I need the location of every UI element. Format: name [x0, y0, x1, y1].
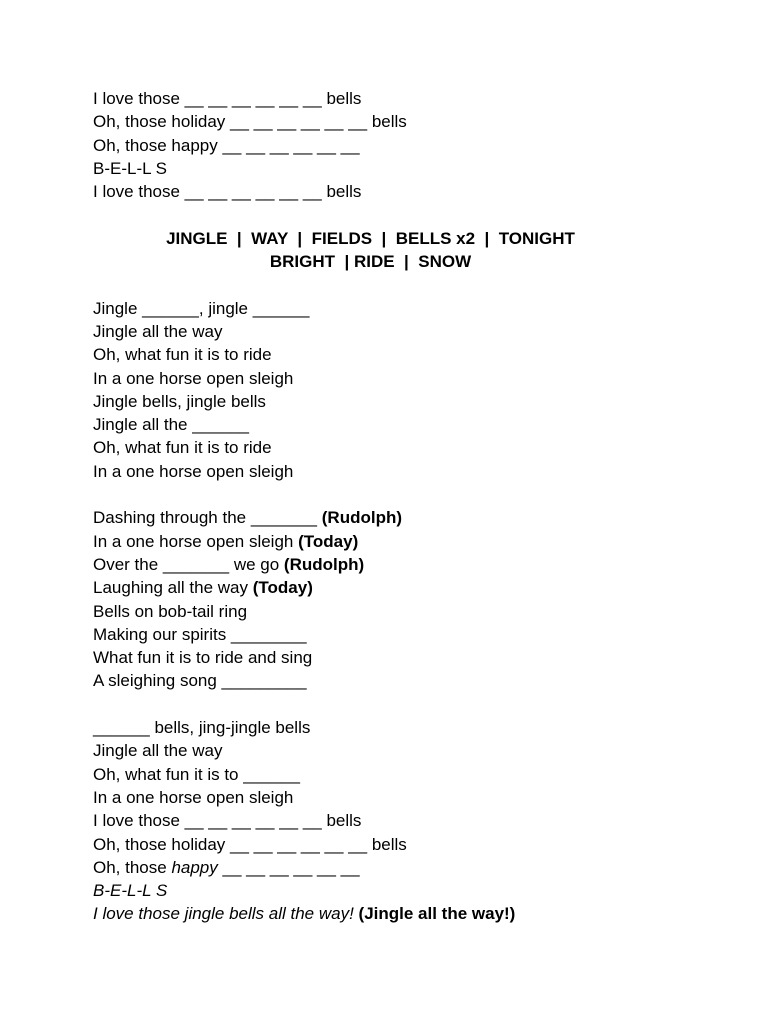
lyric-line: B-E-L-L S [93, 158, 168, 178]
lyric-line: In a one horse open sleigh [93, 368, 294, 388]
lyric-line [93, 669, 733, 692]
lyric-line: ______ bells, jing-jingle bells [93, 718, 311, 738]
chorus-two [93, 716, 733, 926]
lyric-line: Oh, what fun it is to ride [93, 345, 272, 365]
lyric-line [93, 600, 733, 623]
lyric-cue: (Jingle all the way!) [353, 904, 516, 924]
lyric-line [93, 530, 733, 553]
lyric-line [93, 553, 733, 576]
lyric-line: In a one horse open sleigh [93, 461, 294, 481]
word-bank-line: JINGLE | WAY | FIELDS | BELLS x2 | TONIGHT [166, 228, 575, 248]
lyric-line [93, 879, 733, 902]
lyric-line: Jingle bells, jingle bells [93, 391, 266, 411]
word-bank-line: BRIGHT | RIDE | SNOW [269, 252, 472, 272]
lyric-cue: (Rudolph) [321, 508, 402, 528]
lyric-emphasis: I love those jingle bells all the way! [93, 904, 354, 924]
lyric-text: Laughing all the way [93, 578, 253, 598]
lyric-line: Oh, those holiday __ __ __ __ __ __ bells [93, 112, 407, 132]
lyric-text: __ __ __ __ __ __ [217, 857, 360, 877]
lyric-line [93, 856, 733, 879]
lyric-text: A sleighing song _________ [93, 671, 307, 691]
verse-two [93, 506, 733, 692]
spacer [93, 273, 733, 296]
lyric-text: Oh, those [93, 857, 172, 877]
lyric-line: Jingle all the ______ [93, 415, 249, 435]
lyric-text: Dashing through the _______ [93, 508, 322, 528]
lyric-line: Oh, those happy __ __ __ __ __ __ [93, 135, 360, 155]
lyric-line: Jingle ______, jingle ______ [93, 298, 310, 318]
lyric-emphasis: B-E-L-L S [93, 881, 168, 901]
lyric-line [93, 646, 733, 669]
spacer [93, 483, 733, 506]
lyric-emphasis: happy [171, 857, 218, 877]
lyric-line: Jingle all the way [93, 741, 223, 761]
lyric-line: In a one horse open sleigh [93, 787, 294, 807]
lyric-cue: (Today) [298, 531, 359, 551]
lyrics-worksheet [93, 87, 733, 926]
lyric-line: I love those __ __ __ __ __ __ bells [93, 89, 362, 108]
lyric-line: Oh, what fun it is to ride [93, 438, 272, 458]
lyric-text: Bells on bob-tail ring [93, 601, 248, 621]
lyric-line [93, 506, 733, 529]
lyric-cue: (Rudolph) [283, 554, 365, 574]
spacer [93, 693, 733, 716]
lyric-text: What fun it is to ride and sing [93, 648, 313, 668]
lyric-line: I love those __ __ __ __ __ __ bells [93, 811, 362, 831]
lyric-text: Making our spirits ________ [93, 624, 307, 644]
lyric-line [93, 576, 733, 599]
lyric-line: Jingle all the way [93, 321, 223, 341]
lyric-line: I love those __ __ __ __ __ __ bells [93, 182, 362, 202]
word-bank [0, 227, 648, 274]
lyric-cue: (Today) [252, 578, 313, 598]
spacer [93, 203, 733, 226]
intro-verse [93, 87, 733, 203]
lyric-text: In a one horse open sleigh [93, 531, 299, 551]
chorus-one [93, 297, 733, 483]
lyric-line [93, 623, 733, 646]
lyric-text: Over the _______ we go [93, 554, 284, 574]
lyric-line: Oh, what fun it is to ______ [93, 764, 300, 784]
lyric-line [93, 902, 733, 925]
lyric-line: Oh, those holiday __ __ __ __ __ __ bells [93, 834, 407, 854]
